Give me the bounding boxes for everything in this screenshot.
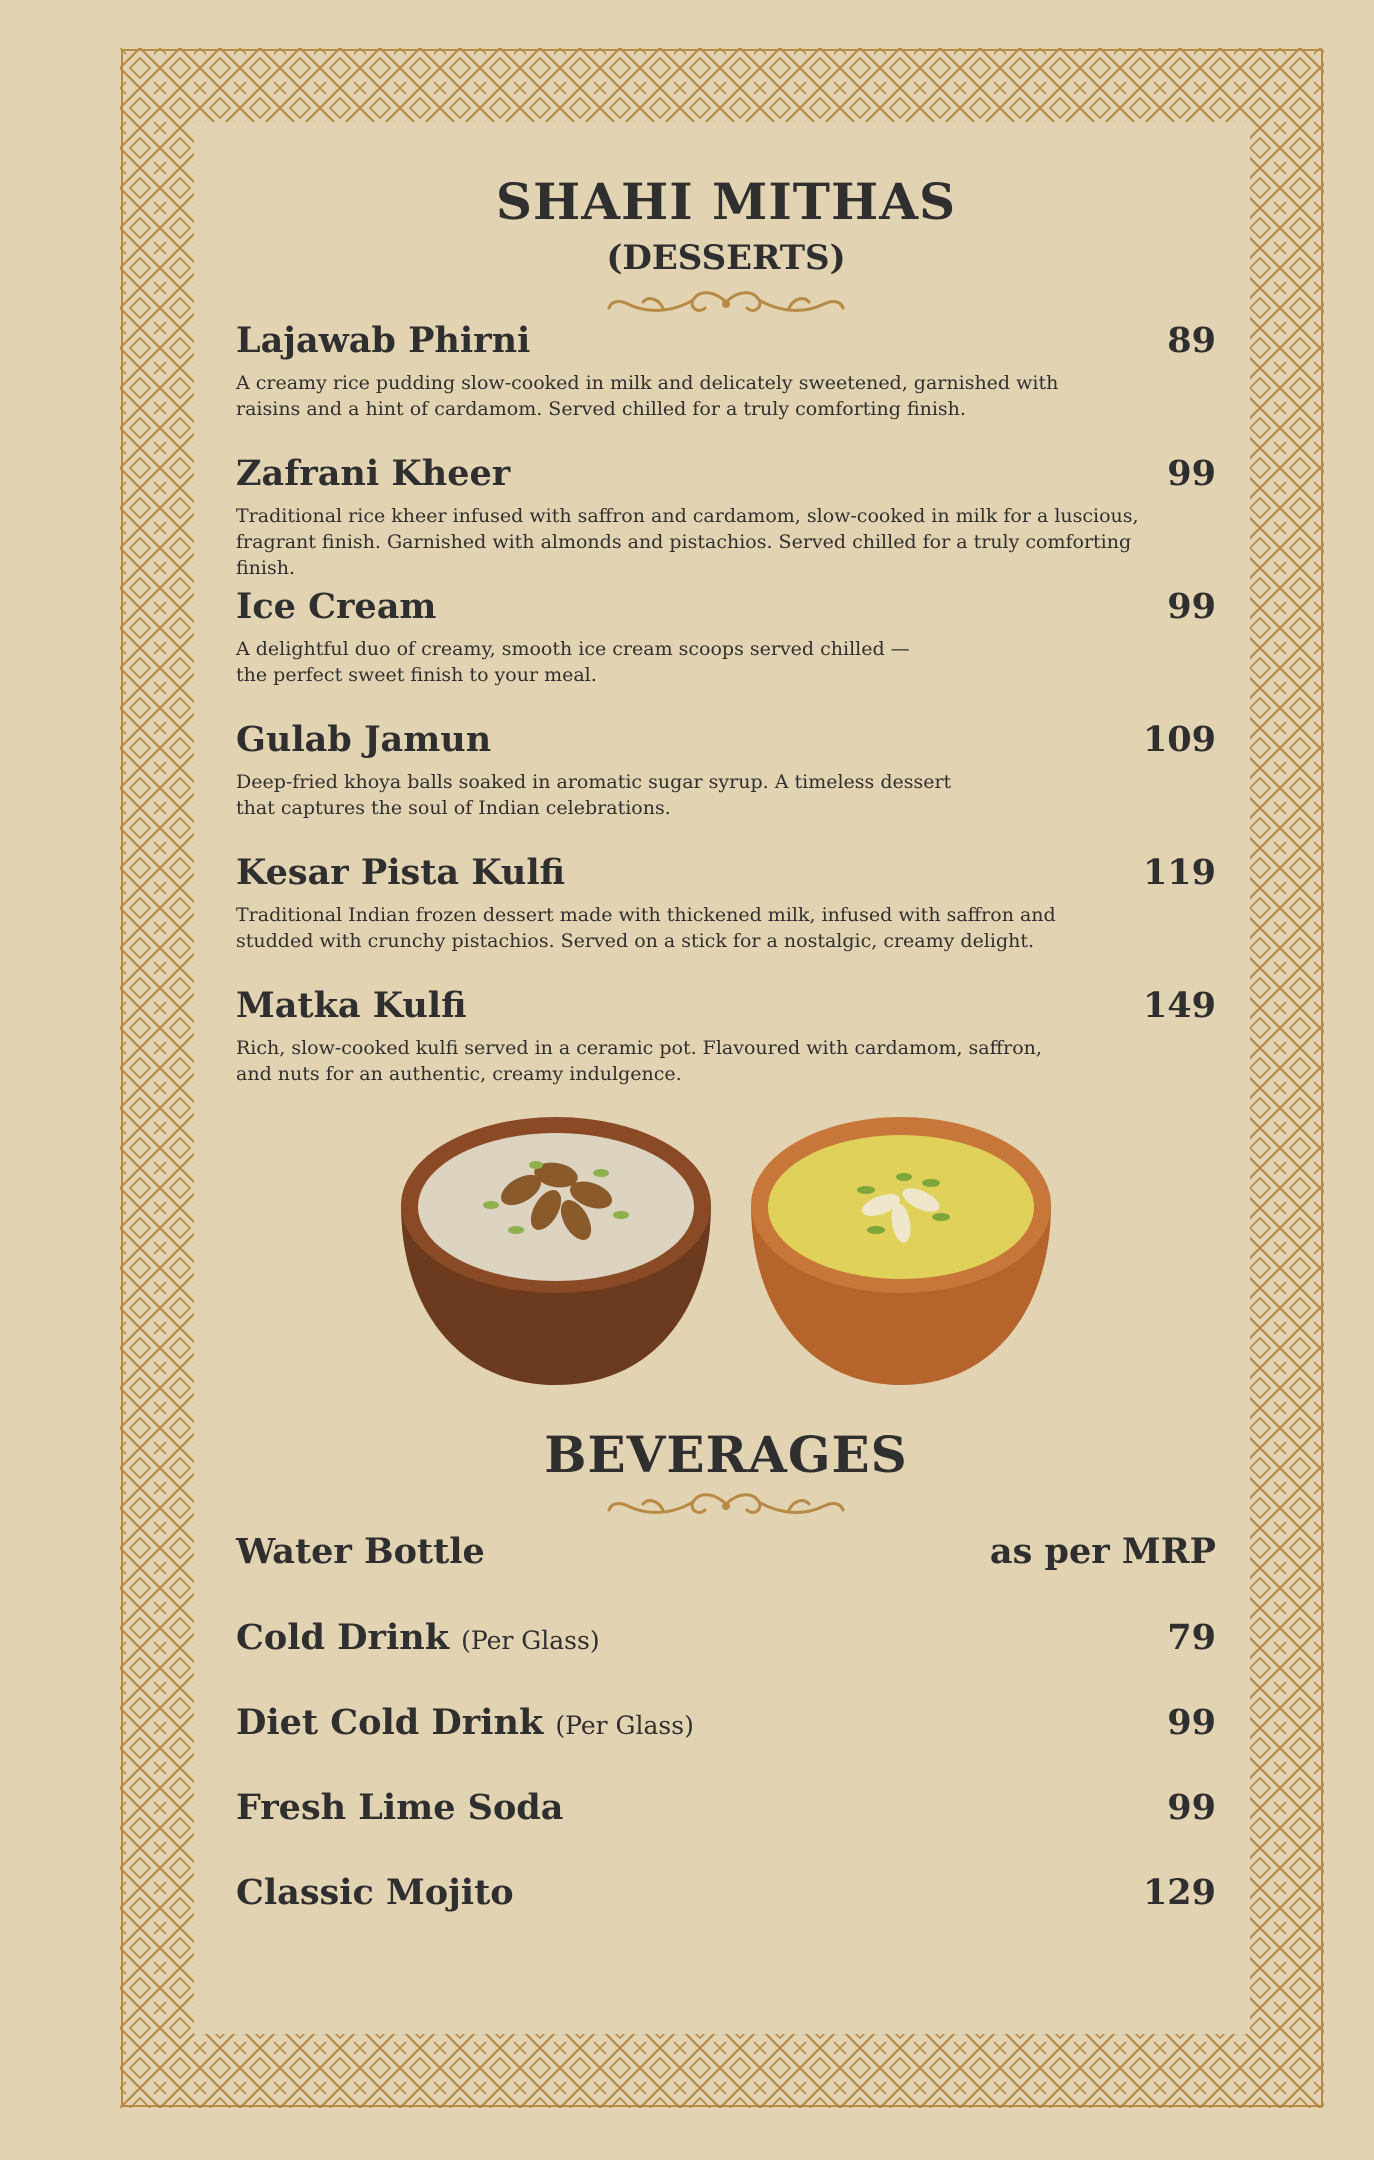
item-price: 119: [1142, 852, 1216, 893]
flourish-divider: [603, 1484, 849, 1524]
desserts-subtitle: (DESSERTS): [606, 238, 846, 278]
item-name: Kesar Pista Kulfi: [236, 852, 566, 893]
item-note: (Per Glass): [555, 1711, 694, 1740]
item-description: A creamy rice pudding slow-cooked in milk and delicately sweetened, garnished with raisins and a hint of cardamom. Served chilled for a truly comforting finish.: [236, 372, 1059, 420]
item-price: as per MRP: [989, 1531, 1216, 1572]
item-note: (Per Glass): [461, 1626, 600, 1655]
desserts-title: SHAHI MITHAS: [495, 172, 957, 231]
item-name: Zafrani Kheer: [236, 453, 511, 494]
item-name: Fresh Lime Soda: [236, 1787, 564, 1828]
item-name: Lajawab Phirni: [236, 320, 531, 361]
item-price: 99: [1167, 1787, 1216, 1828]
item-price: 79: [1167, 1617, 1216, 1658]
flourish-divider: [603, 282, 849, 322]
item-name: Gulab Jamun: [236, 719, 492, 760]
item-price: 89: [1167, 320, 1216, 361]
item-price: 99: [1167, 453, 1216, 494]
phirni-bowl-icon: [401, 1117, 711, 1385]
beverages-title: BEVERAGES: [544, 1425, 908, 1484]
item-description: Traditional rice kheer infused with saffron and cardamom, slow-cooked in milk for a luscious, fragrant finish. Garnished with almonds and pistachios. Served chilled for a truly comforting finish.: [236, 505, 1139, 579]
item-description: A delightful duo of creamy, smooth ice cream scoops served chilled — the perfect sweet finish to your meal.: [236, 638, 910, 686]
item-price: 129: [1142, 1872, 1216, 1913]
item-name: Classic Mojito: [236, 1872, 514, 1913]
item-name: Ice Cream: [236, 586, 437, 627]
item-price: 99: [1167, 1702, 1216, 1743]
item-name: Matka Kulfi: [236, 985, 467, 1026]
item-name: Cold Drink (Per Glass): [236, 1617, 600, 1658]
dessert-bowls-image: [396, 1105, 1056, 1395]
item-price: 149: [1142, 985, 1216, 1026]
item-price: 109: [1142, 719, 1216, 760]
item-name: Diet Cold Drink (Per Glass): [236, 1702, 694, 1743]
item-price: 99: [1167, 586, 1216, 627]
item-description: Deep-fried khoya balls soaked in aromatic sugar syrup. A timeless dessert that captures the soul of Indian celebrations.: [236, 771, 952, 819]
item-description: Rich, slow-cooked kulfi served in a ceramic pot. Flavoured with cardamom, saffron, and nuts for an authentic, creamy indulgence.: [236, 1037, 1042, 1085]
item-description: Traditional Indian frozen dessert made with thickened milk, infused with saffron and studded with crunchy pistachios. Served on a stick for a nostalgic, creamy delight.: [236, 904, 1056, 952]
kulfi-bowl-icon: [751, 1117, 1051, 1385]
item-name: Water Bottle: [236, 1531, 485, 1572]
